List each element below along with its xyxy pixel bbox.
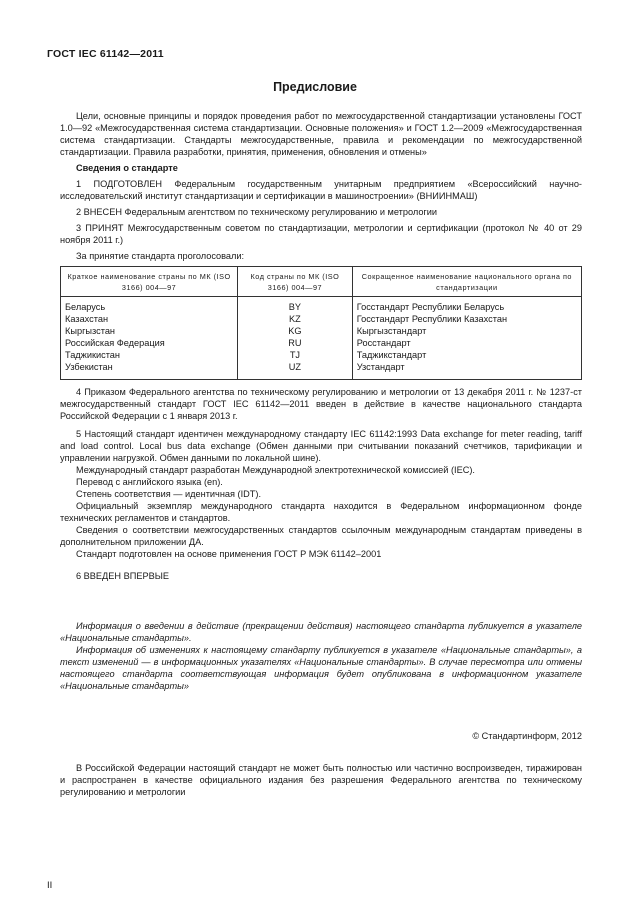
country-name: Кыргызстан xyxy=(65,326,116,336)
col-header-body: Сокращенное наименование национального органа по стандартизации xyxy=(352,267,581,297)
note-changes: Информация об изменениях к настоящему стандарту публикуется в указателе «Национальные стандарты», а текст изменений — в информационных указателях «Национальные стандарты». В случае пересмотра или отмены настоящего стандарта соответствующая информация будет опубликована в информационном указателе «Национальные стандарты» xyxy=(60,645,582,691)
standards-body: Таджикстандарт xyxy=(356,350,427,360)
item-5-basis: Стандарт подготовлен на основе применения ГОСТ Р МЭК 61142–2001 xyxy=(76,549,382,559)
standards-body: Росстандарт xyxy=(356,338,411,348)
reproduction-notice: В Российской Федерации настоящий стандарт не может быть полностью или частично воспроизведен, тиражирован и распространен в качестве официального издания без разрешения Федерального агентства по техническому регулированию и метрологии xyxy=(60,763,582,797)
item-2: 2 ВНЕСЕН Федеральным агентством по техническому регулированию и метрологии xyxy=(76,207,438,217)
country-cell xyxy=(61,297,238,380)
note-introduction: Информация о введении в действие (прекращении действия) настоящего стандарта публикуется в указателе «Национальные стандарты». xyxy=(60,621,582,643)
standard-header: ГОСТ IEC 61142—2011 xyxy=(47,48,164,60)
standards-body: Узстандарт xyxy=(356,362,405,372)
info-heading: Сведения о стандарте xyxy=(76,163,178,173)
item-5-degree: Степень соответствия — идентичная (IDT). xyxy=(76,489,262,499)
page-title: Предисловие xyxy=(273,80,357,94)
voting-table-header-row xyxy=(61,267,582,297)
country-code: UZ xyxy=(288,362,302,372)
page-number: II xyxy=(47,880,53,891)
col-header-code: Код страны по МК (ISO 3166) 004—97 xyxy=(238,267,353,297)
country-name: Таджикистан xyxy=(65,350,120,360)
country-code: BY xyxy=(288,302,302,312)
item-1: 1 ПОДГОТОВЛЕН Федеральным государственным унитарным предприятием «Всероссийский научно-исследовательский институт стандартизации и сертификации в машиностроении» (ВНИИНМАШ) xyxy=(60,179,582,201)
country-name: Российская Федерация xyxy=(65,338,165,348)
item-6: 6 ВВЕДЕН ВПЕРВЫЕ xyxy=(76,571,169,581)
standards-body: Госстандарт Республики Казахстан xyxy=(356,314,508,324)
code-cell xyxy=(238,297,353,380)
body-cell xyxy=(352,297,581,380)
item-5-developer: Международный стандарт разработан Международной электротехнической комиссией (IEC). xyxy=(76,465,475,475)
item-5-translation: Перевод с английского языка (en). xyxy=(76,477,223,487)
voting-table-body-row xyxy=(61,297,582,380)
country-code: KG xyxy=(288,326,302,336)
main-text xyxy=(60,110,582,798)
item-5-official-copy: Официальный экземпляр международного стандарта находится в Федеральном информационном фонде технических регламентов и стандартов. xyxy=(60,501,582,523)
voting-table xyxy=(60,266,582,380)
item-5-references: Сведения о соответствии межгосударственных стандартов ссылочным международным стандартам приведены в дополнительном приложении ДА. xyxy=(60,525,582,547)
col-header-country: Краткое наименование страны по МК (ISO 3166) 004—97 xyxy=(61,267,238,297)
item-3: 3 ПРИНЯТ Межгосударственным советом по стандартизации, метрологии и сертификации (протокол № 40 от 29 ноября 2011 г.) xyxy=(60,223,582,245)
country-code: RU xyxy=(288,338,302,348)
voted-label: За принятие стандарта проголосовали: xyxy=(76,251,245,261)
item-5: 5 Настоящий стандарт идентичен международному стандарту IEC 61142:1993 Data exchange for meter reading, tariff and load control. Local bus data exchange (Обмен данными при считывании показаний счетчиков, тарификации и управлении нагрузкой. Обмен данными по локальной шине). xyxy=(60,429,582,463)
copyright-line: © Стандартинформ, 2012 xyxy=(472,731,582,741)
item-4: 4 Приказом Федерального агентства по техническому регулированию и метрологии от 13 декабря 2011 г. № 1237-ст межгосударственный стандарт ГОСТ IEC 61142—2011 введен в действие в качестве национального стандарта Российской Федерации с 1 января 2013 г. xyxy=(60,387,582,421)
standards-body: Кыргызстандарт xyxy=(356,326,427,336)
country-name: Узбекистан xyxy=(65,362,113,372)
country-code: KZ xyxy=(289,314,301,324)
country-name: Беларусь xyxy=(65,302,106,312)
country-code: TJ xyxy=(289,350,301,360)
standards-body: Госстандарт Республики Беларусь xyxy=(356,302,505,312)
intro-paragraph: Цели, основные принципы и порядок проведения работ по межгосударственной стандартизации установлены ГОСТ 1.0—92 «Межгосударственная система стандартизации. Основные положения» и ГОСТ 1.2—2009 «Межгосударственная система стандартизации. Стандарты межгосударственные, правила и рекомендации по межгосударственной стандартизации. Правила разработки, принятия, применения, обновления и отмены» xyxy=(60,111,582,157)
country-name: Казахстан xyxy=(65,314,109,324)
